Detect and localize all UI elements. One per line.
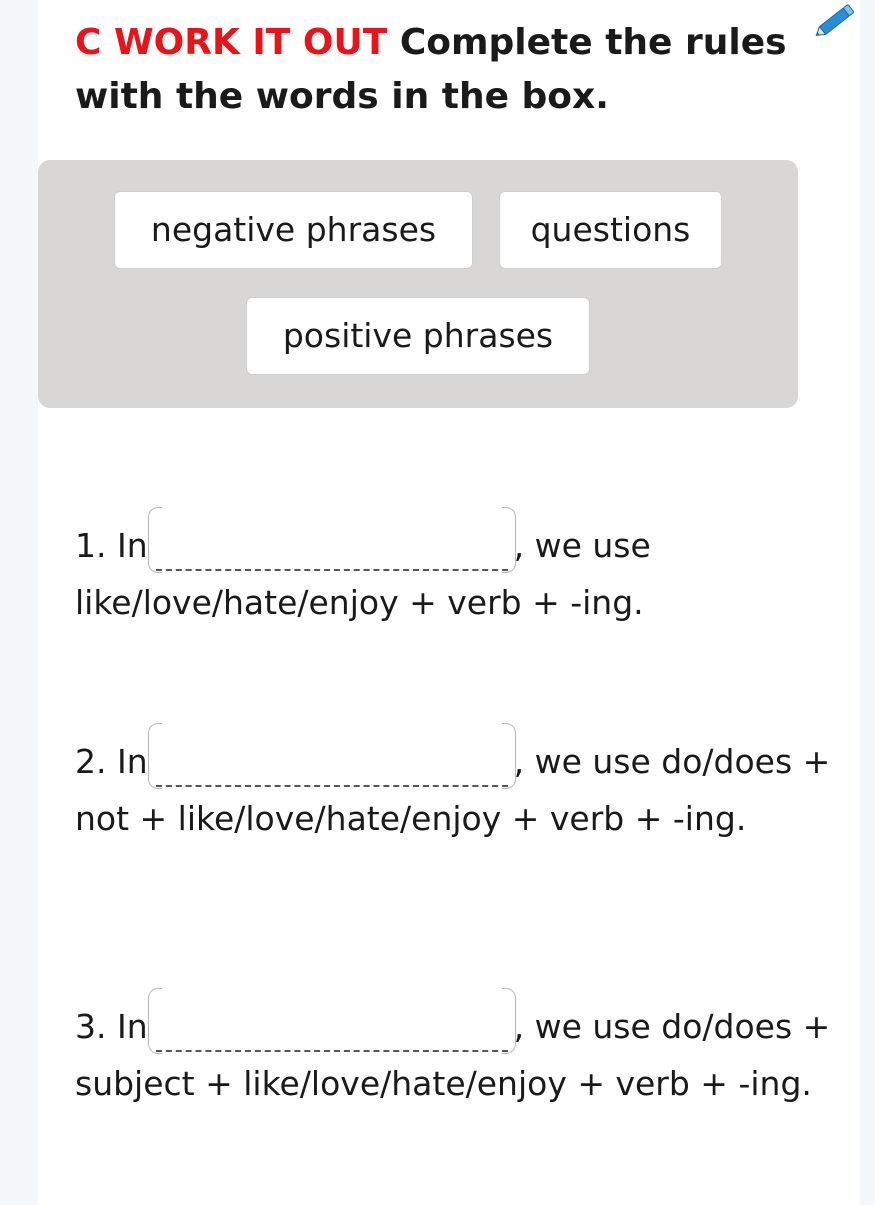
word-chip-questions[interactable]: questions [499,191,722,269]
word-box [38,160,798,408]
rule-2 [75,733,855,847]
rule-1 [75,517,855,631]
word-chip-positive-phrases[interactable]: positive phrases [246,297,590,375]
exercise-label: C WORK IT OUT [75,22,388,63]
rule-2-prefix: 2. In [75,742,148,781]
rule-3-text: , we use do/does + subject + like/love/hate/enjoy + verb + -ing. [75,1007,831,1103]
exercise-heading [75,16,805,124]
rule-2-answer-blank[interactable] [156,737,508,787]
rule-2-text: , we use do/does + not + like/love/hate/enjoy + verb + -ing. [75,742,831,838]
rule-1-answer-blank[interactable] [156,521,508,571]
rule-3-answer-blank[interactable] [156,1002,508,1052]
word-chip-negative-phrases[interactable]: negative phrases [114,191,473,269]
pencil-icon[interactable] [813,0,859,40]
rule-3 [75,998,855,1112]
rule-3-prefix: 3. In [75,1007,148,1046]
rule-1-prefix: 1. In [75,526,148,565]
rule-1-text: , we use like/love/hate/enjoy + verb + -ing. [75,526,651,622]
exercise-instruction: Complete the rules with the words in the box. [75,22,787,117]
exercise-page [38,0,860,1205]
